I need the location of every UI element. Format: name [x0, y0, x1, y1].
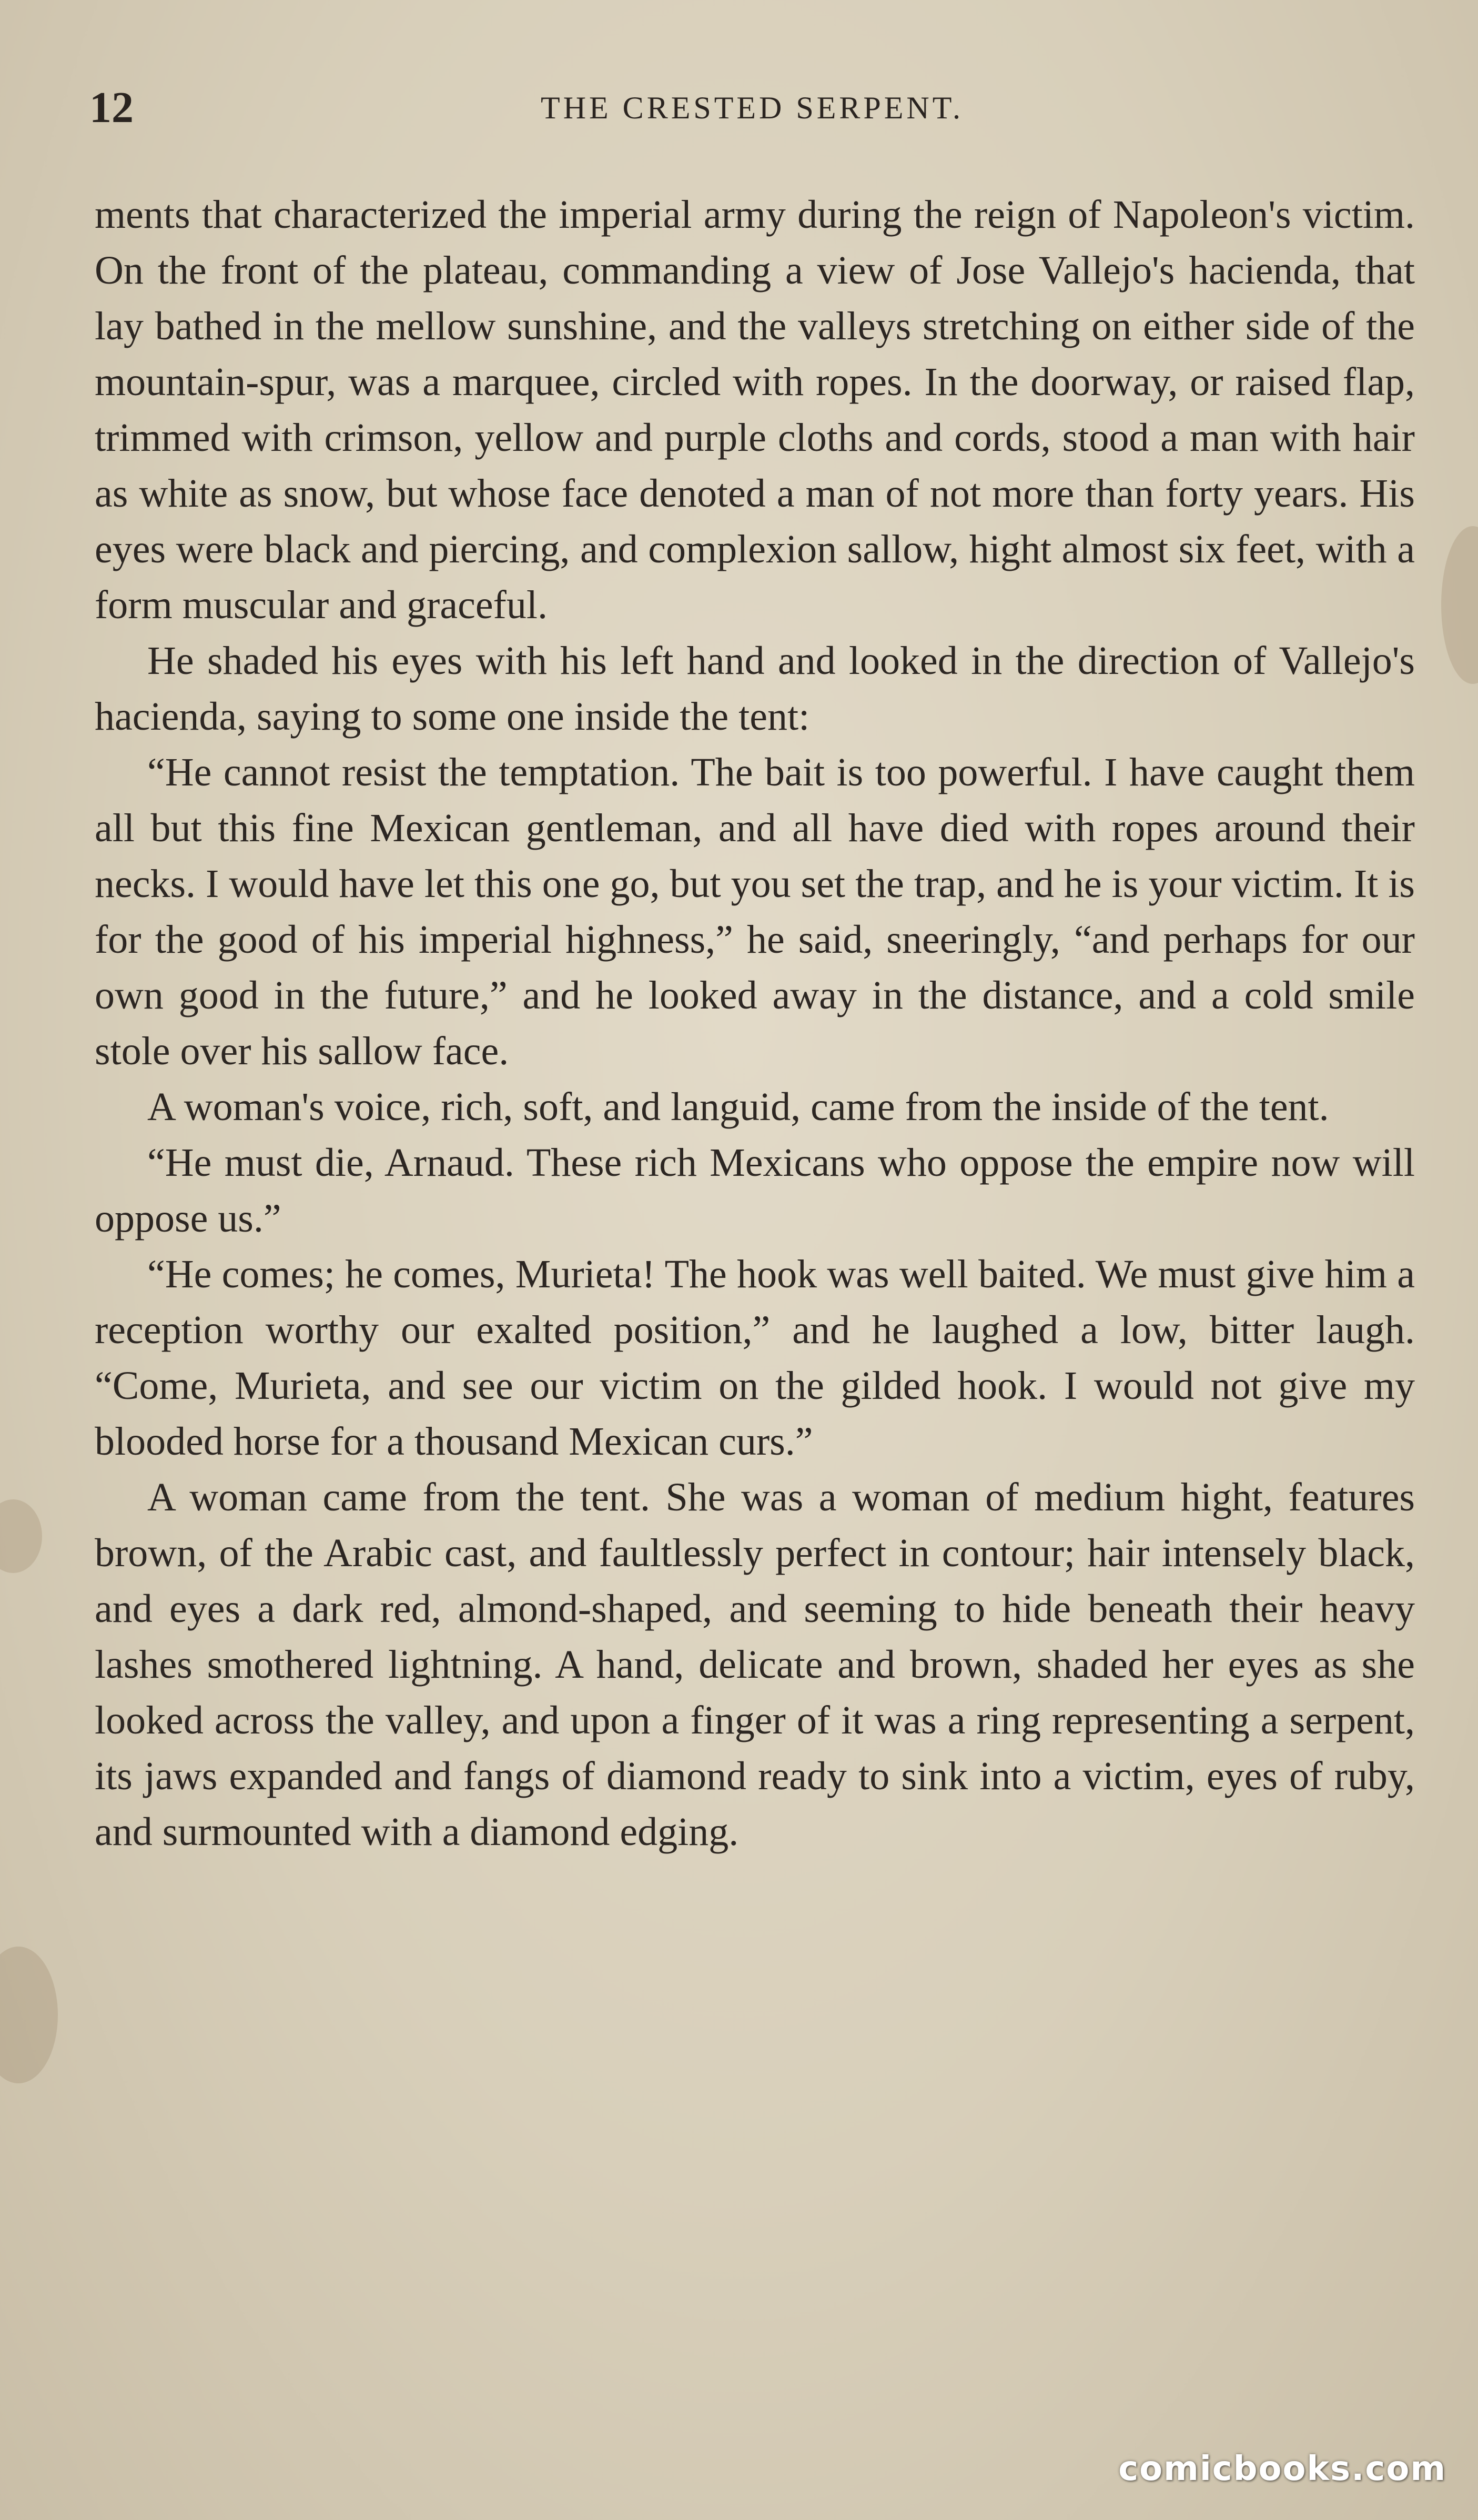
running-head: THE CRESTED SERPENT.: [541, 90, 964, 125]
page-header: [89, 79, 1415, 137]
paper-stain: [1441, 526, 1478, 684]
watermark: comicbooks.com: [1118, 2450, 1446, 2488]
page-number: 12: [89, 83, 134, 132]
body-text: [95, 187, 1415, 1860]
paper-stain: [0, 1499, 42, 1573]
paragraph: ments that characterized the imperial army during the reign of Napoleon's victim. On the front of the plateau, commanding a view of Jose Vallejo's hacienda, that lay bathed in the mellow sunshine, and the valleys stretching on either side of the mountain-spur, was a marquee, circled with ropes. In the doorway, or raised flap, trimmed with crimson, yellow and purple cloths and cords, stood a man with hair as white as snow, but whose face denoted a man of not more than forty years. His eyes were black and piercing, and complexion sallow, hight almost six feet, with a form muscular and graceful.: [95, 193, 1415, 627]
paragraph: He shaded his eyes with his left hand and looked in the direction of Vallejo's hacienda, saying to some one inside the tent:: [95, 639, 1415, 739]
paragraph: A woman's voice, rich, soft, and languid, came from the inside of the tent.: [147, 1085, 1329, 1129]
paragraph: “He must die, Arnaud. These rich Mexicans who oppose the empire now will oppose us.”: [95, 1141, 1415, 1241]
paragraph: “He comes; he comes, Murieta! The hook was well baited. We must give him a reception worthy our exalted position,” and he laughed a low, bitter laugh. “Come, Murieta, and see our victim on the gilded hook. I would not give my blooded horse for a thousand Mexican curs.”: [95, 1252, 1415, 1464]
paper-stain: [0, 1947, 58, 2083]
paragraph: “He cannot resist the temptation. The bait is too powerful. I have caught them all but this fine Mexican gentleman, and all have died with ropes around their necks. I would have let this one go, but you set the trap, and he is your victim. It is for the good of his imperial highness,” he said, sneeringly, “and perhaps for our own good in the future,” and he looked away in the distance, and a cold smile stole over his sallow face.: [95, 750, 1415, 1073]
paragraph: A woman came from the tent. She was a woman of medium hight, features brown, of the Arabic cast, and faultlessly perfect in contour; hair intensely black, and eyes a dark red, almond-shaped, and seeming to hide beneath their heavy lashes smothered lightning. A hand, delicate and brown, shaded her eyes as she looked across the valley, and upon a finger of it was a ring representing a serpent, its jaws expanded and fangs of diamond ready to sink into a victim, eyes of ruby, and surmounted with a diamond edging.: [95, 1475, 1415, 1854]
